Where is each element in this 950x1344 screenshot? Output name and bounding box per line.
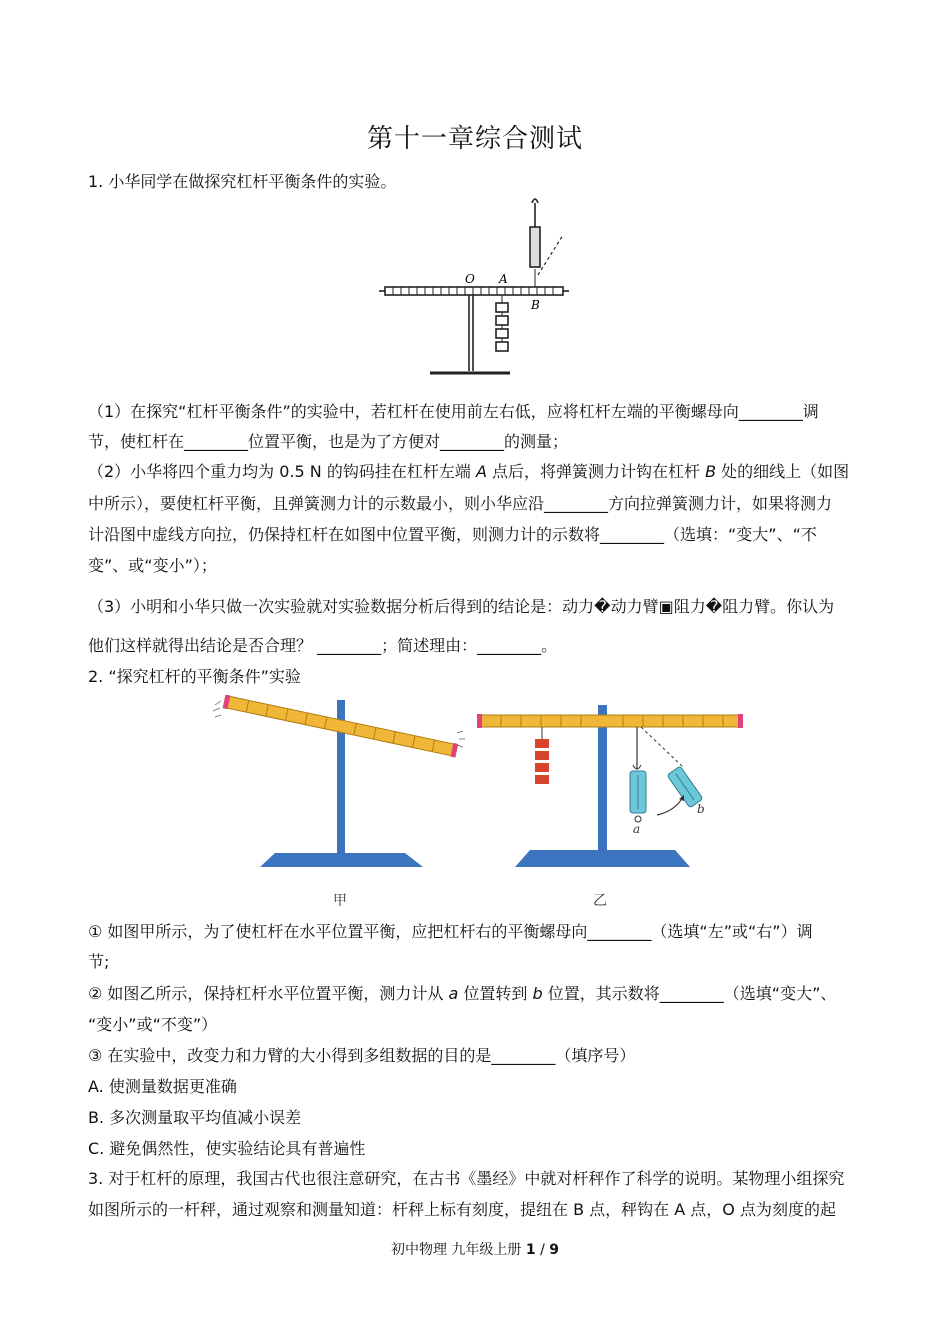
q1-part3-line1: （3）小明和小华只做一次实验就对实验数据分析后得到的结论是：动力�动力臂▣阻力�阻力臂。你认为 (88, 597, 835, 616)
q2-line1a: ① 如图甲所示，为了使杠杆在水平位置平衡，应把杠杆右的平衡螺母向________（选填“左”或“右”）调 (88, 922, 813, 941)
q3-line2: 如图所示的一杆秤，通过观察和测量知道：杆秤上标有刻度，提纽在 B 点，秤钩在 A 点，O 点为刻度的起 (88, 1200, 836, 1219)
q1-p2-pre: （2）小华将四个重力均为 0.5 N 的钩码挂在杠杆左端 (88, 462, 476, 481)
q1-part2-line3: 计沿图中虚线方向拉，仍保持杠杆在如图中位置平衡，则测力计的示数将________（选填：“变大”、“不 (88, 525, 817, 544)
q1-lever-figure (375, 195, 575, 385)
label-A: A (499, 272, 508, 286)
q2-option-b: B. 多次测量取平均值减小误差 (88, 1108, 302, 1127)
footer-text: 初中物理 九年级上册 (390, 1242, 526, 1258)
q1-part2-line1 (88, 462, 849, 482)
footer-sep: / (535, 1242, 550, 1258)
figure-jia (213, 695, 465, 909)
q1-part1-line1: （1）在探究“杠杆平衡条件”的实验中，若杠杆在使用前左右低，应将杠杆左端的平衡螺母向________调 (88, 402, 819, 421)
label-B: B (531, 298, 540, 312)
q2-l2-mid: 位置转到 (458, 984, 533, 1003)
label-a: a (633, 822, 641, 836)
q2-intro: 2. “探究杠杆的平衡条件”实验 (88, 667, 301, 686)
footer-page: 1 (525, 1242, 536, 1258)
q1-p2-post: 处的细线上（如图 (716, 462, 850, 481)
q3-line1: 3. 对于杠杆的原理，我国古代也很注意研究，在古书《墨经》中就对杆秤作了科学的说明。某物理小组探究 (88, 1169, 845, 1188)
q2-line2a (88, 984, 836, 1004)
q1-part2-line4: 变”、或“变小”）； (88, 556, 217, 575)
page-footer (0, 1239, 950, 1259)
q2-option-c: C. 避免偶然性，使实验结论具有普遍性 (88, 1139, 366, 1158)
figure-yi (477, 705, 743, 909)
q1-intro: 1. 小华同学在做探究杠杆平衡条件的实验。 (88, 172, 397, 191)
q2-line3: ③ 在实验中，改变力和力臂的大小得到多组数据的目的是________（填序号） (88, 1046, 636, 1065)
q1-part3-line2: 他们这样就得出结论是否合理？ ________；简述理由：________。 (88, 636, 558, 655)
q1-p2-A: A (475, 462, 487, 481)
q1-p2-mid: 点后，将弹簧测力计钩在杠杆 (486, 462, 706, 481)
q2-lever-figure (205, 695, 755, 913)
page-title: 第十一章综合测试 (366, 124, 583, 154)
q2-l2-post: 位置，其示数将________（选填“变大”、 (542, 984, 837, 1003)
q1-part2-line2: 中所示），要使杠杆平衡，且弹簧测力计的示数最小，则小华应沿________方向拉弹簧测力计，如果将测力 (88, 494, 833, 513)
q2-option-a: A. 使测量数据更准确 (88, 1077, 237, 1096)
q2-l2-a: a (448, 984, 459, 1003)
q2-line1b: 节; (88, 952, 110, 971)
q2-l2-b: b (532, 984, 543, 1003)
q1-part1-line2: 节，使杠杆在________位置平衡，也是为了方便对________的测量； (88, 432, 569, 451)
footer-total: 9 (549, 1242, 560, 1258)
label-b: b (697, 802, 705, 816)
q2-line2b: “变小”或“不变”） (88, 1015, 218, 1034)
label-jia: 甲 (333, 893, 347, 909)
label-O: O (465, 272, 475, 286)
label-yi: 乙 (593, 893, 607, 909)
q1-p2-B: B (705, 462, 717, 481)
q2-l2-pre: ② 如图乙所示，保持杠杆水平位置平衡，测力计从 (88, 984, 449, 1003)
